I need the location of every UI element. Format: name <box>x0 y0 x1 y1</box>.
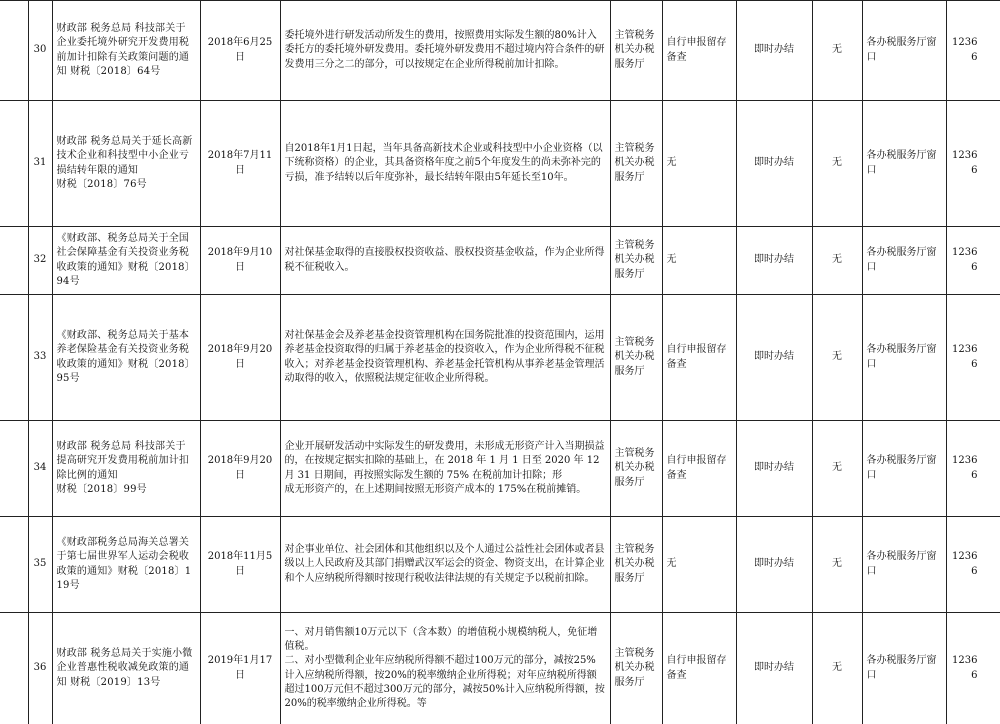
row-edge-cell <box>0 613 28 724</box>
fee: 无 <box>812 295 862 421</box>
policy-document: 《财政部税务总局海关总署关于第七届世界军人运动会税收政策的通知》财税〔2018〕119号 <box>52 517 200 613</box>
policy-document: 财政部 税务总局关于实施小微企业普惠性税收减免政策的通知 财税〔2019〕13号 <box>52 613 200 724</box>
handling-authority: 主管税务机关办税服务厅 <box>610 1 662 101</box>
policy-content: 对企事业单位、社会团体和其他组织以及个人通过公益性社会团体或者县级以上人民政府及其部门捐赠武汉军运会的资金、物资支出，在计算企业和个人应纳税所得额时按现行税收法律法规的有关规定予以税前扣除。 <box>280 517 610 613</box>
issue-date: 2018年9月20日 <box>200 421 280 517</box>
fee: 无 <box>812 101 862 227</box>
handling-authority: 主管税务机关办税服务厅 <box>610 421 662 517</box>
time-limit: 即时办结 <box>736 101 812 227</box>
table-row <box>0 1 1000 101</box>
handling-authority: 主管税务机关办税服务厅 <box>610 101 662 227</box>
hotline: 12366 <box>946 613 1000 724</box>
service-venue: 各办税服务厅窗口 <box>862 227 946 295</box>
row-number: 35 <box>28 517 52 613</box>
fee: 无 <box>812 421 862 517</box>
row-edge-cell <box>0 517 28 613</box>
policy-document: 财政部 税务总局 科技部关于企业委托境外研究开发费用税前加计扣除有关政策问题的通知 财税〔2018〕64号 <box>52 1 200 101</box>
policy-content: 一、对月销售额10万元以下（含本数）的增值税小规模纳税人，免征增值税。 二、对小型微利企业年应纳税所得额不超过100万元的部分，减按25%计入应纳税所得额，按20%的税率缴纳企业所得税；对年应纳税所得额超过100万元但不超过300万元的部分，减按50%计入应纳税所得额，按20%的税率缴纳企业所得税。等 <box>280 613 610 724</box>
table-row <box>0 517 1000 613</box>
service-venue: 各办税服务厅窗口 <box>862 613 946 724</box>
handling-authority: 主管税务机关办税服务厅 <box>610 295 662 421</box>
row-number: 36 <box>28 613 52 724</box>
fee: 无 <box>812 227 862 295</box>
row-number: 30 <box>28 1 52 101</box>
row-number: 32 <box>28 227 52 295</box>
policy-document: 财政部 税务总局关于延长高新技术企业和科技型中小企业亏损结转年限的通知 财税〔2018〕76号 <box>52 101 200 227</box>
time-limit: 即时办结 <box>736 517 812 613</box>
time-limit: 即时办结 <box>736 421 812 517</box>
handling-method: 无 <box>662 517 736 613</box>
row-number: 33 <box>28 295 52 421</box>
fee: 无 <box>812 517 862 613</box>
policy-document: 财政部 税务总局 科技部关于提高研究开发费用税前加计扣除比例的通知 财税〔2018〕99号 <box>52 421 200 517</box>
handling-method: 无 <box>662 101 736 227</box>
policy-content: 委托境外进行研发活动所发生的费用，按照费用实际发生额的80%计入委托方的委托境外研发费用。委托境外研发费用不超过境内符合条件的研发费用三分之二的部分，可以按规定在企业所得税前加计扣除。 <box>280 1 610 101</box>
service-venue: 各办税服务厅窗口 <box>862 101 946 227</box>
row-edge-cell <box>0 421 28 517</box>
row-edge-cell <box>0 227 28 295</box>
table-row <box>0 613 1000 724</box>
row-number: 34 <box>28 421 52 517</box>
service-venue: 各办税服务厅窗口 <box>862 421 946 517</box>
handling-method: 自行申报留存备查 <box>662 421 736 517</box>
handling-method: 自行申报留存备查 <box>662 295 736 421</box>
issue-date: 2018年6月25日 <box>200 1 280 101</box>
policy-content: 对社保基金取得的直接股权投资收益、股权投资基金收益，作为企业所得税不征税收入。 <box>280 227 610 295</box>
issue-date: 2019年1月17日 <box>200 613 280 724</box>
policy-document: 《财政部、税务总局关于基本养老保险基金有关投资业务税收政策的通知》财税〔2018〕95号 <box>52 295 200 421</box>
policy-content: 企业开展研发活动中实际发生的研发费用，未形成无形资产计入当期损益的，在按规定据实扣除的基础上，在 2018 年 1 月 1 日至 2020 年 12 月 31 日期间，再按照实际发生额的 75% 在税前加计扣除；形 成无形资产的，在上述期间按照无形资产成本的 175%在税前摊销。 <box>280 421 610 517</box>
issue-date: 2018年7月11日 <box>200 101 280 227</box>
policy-content: 对社保基金会及养老基金投资管理机构在国务院批准的投资范围内，运用养老基金投资取得的归属于养老基金的投资收入，作为企业所得税不征税收入；对养老基金投资管理机构、养老基金托管机构从事养老基金管理活动取得的收入，依照税法规定征收企业所得税。 <box>280 295 610 421</box>
hotline: 12366 <box>946 421 1000 517</box>
table-row <box>0 227 1000 295</box>
issue-date: 2018年11月5日 <box>200 517 280 613</box>
time-limit: 即时办结 <box>736 613 812 724</box>
handling-authority: 主管税务机关办税服务厅 <box>610 227 662 295</box>
table-row <box>0 421 1000 517</box>
time-limit: 即时办结 <box>736 227 812 295</box>
policy-document: 《财政部、税务总局关于全国社会保障基金有关投资业务税收政策的通知》财税〔2018〕94号 <box>52 227 200 295</box>
hotline: 12366 <box>946 101 1000 227</box>
row-edge-cell <box>0 295 28 421</box>
row-edge-cell <box>0 1 28 101</box>
fee: 无 <box>812 613 862 724</box>
issue-date: 2018年9月10日 <box>200 227 280 295</box>
service-venue: 各办税服务厅窗口 <box>862 295 946 421</box>
handling-method: 自行申报留存备查 <box>662 613 736 724</box>
time-limit: 即时办结 <box>736 1 812 101</box>
policy-content: 自2018年1月1日起，当年具备高新技术企业或科技型中小企业资格（以下统称资格）的企业，其具备资格年度之前5个年度发生的尚未弥补完的亏损，准予结转以后年度弥补，最长结转年限由5年延长至10年。 <box>280 101 610 227</box>
table-row <box>0 101 1000 227</box>
hotline: 12366 <box>946 227 1000 295</box>
hotline: 12366 <box>946 1 1000 101</box>
service-venue: 各办税服务厅窗口 <box>862 1 946 101</box>
hotline: 12366 <box>946 295 1000 421</box>
handling-authority: 主管税务机关办税服务厅 <box>610 517 662 613</box>
time-limit: 即时办结 <box>736 295 812 421</box>
fee: 无 <box>812 1 862 101</box>
service-venue: 各办税服务厅窗口 <box>862 517 946 613</box>
row-edge-cell <box>0 101 28 227</box>
row-number: 31 <box>28 101 52 227</box>
handling-method: 自行申报留存备查 <box>662 1 736 101</box>
handling-method: 无 <box>662 227 736 295</box>
hotline: 12366 <box>946 517 1000 613</box>
table-row <box>0 295 1000 421</box>
handling-authority: 主管税务机关办税服务厅 <box>610 613 662 724</box>
issue-date: 2018年9月20日 <box>200 295 280 421</box>
